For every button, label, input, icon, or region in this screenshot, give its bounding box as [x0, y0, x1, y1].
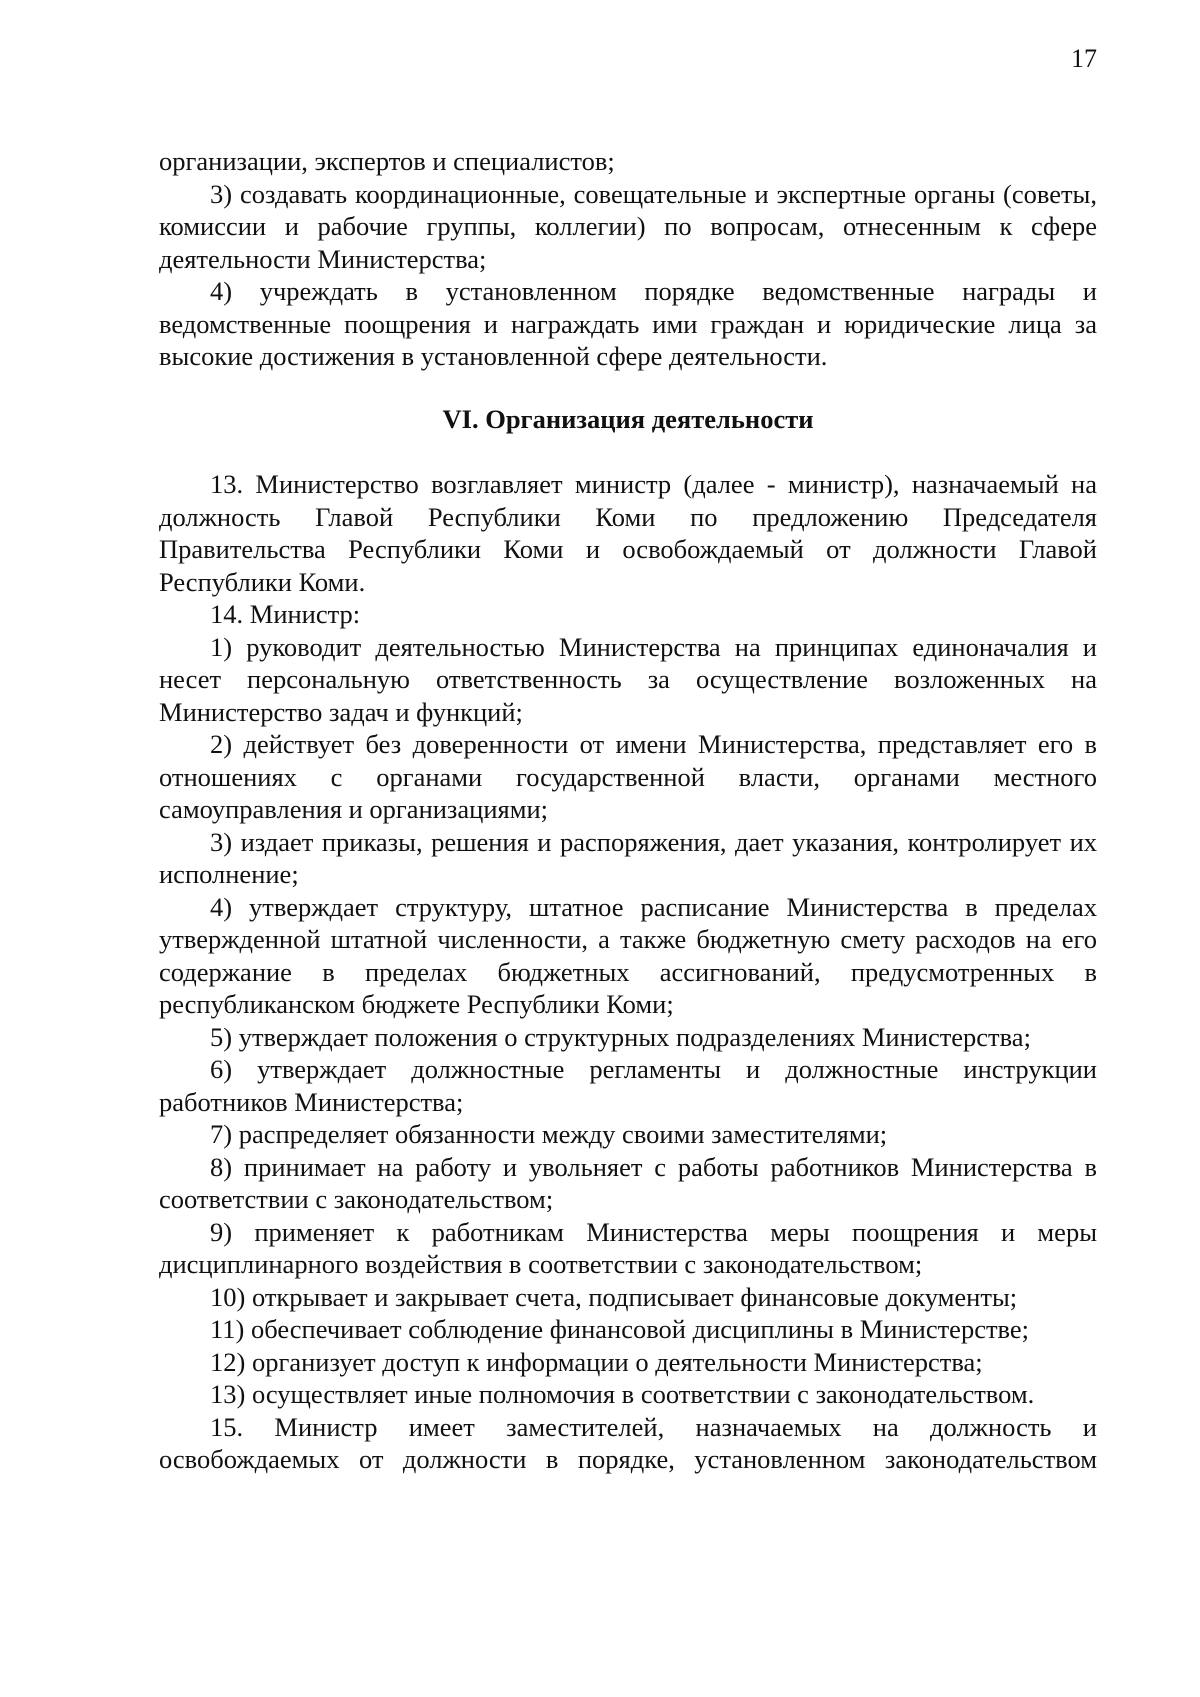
list-item-6: 6) утверждает должностные регламенты и должностные инструкции работников Министерства;	[159, 1054, 1097, 1117]
paragraph-14: 14. Министр:	[210, 599, 361, 629]
paragraph-15: 15. Министр имеет заместителей, назначаемых на должность и освобождаемых от должности в порядке, установленном законодательством	[159, 1411, 1097, 1474]
paragraph-item-4: 4) учреждать в установленном порядке ведомственные награды и ведомственные поощрения и награждать ими граждан и юридические лица за высокие достижения в установленной сфере деятельности.	[159, 276, 1097, 371]
paragraph-item-3: 3) создавать координационные, совещательные и экспертные органы (советы, комиссии и рабочие группы, коллегии) по вопросам, отнесенным к сфере деятельности Министерства;	[159, 178, 1097, 274]
list-item-9: 9) применяет к работникам Министерства меры поощрения и меры дисциплинарного воздействия в соответствии с законодательством;	[159, 1216, 1097, 1279]
page-number: 17	[1071, 44, 1097, 73]
document-body	[159, 145, 1097, 1476]
list-item-5: 5) утверждает положения о структурных подразделениях Министерства;	[210, 1021, 1031, 1052]
list-item-1: 1) руководит деятельностью Министерства на принципах единоначалия и несет персональную ответственность за осуществление возложенных на Министерство задач и функций;	[159, 631, 1097, 727]
list-item-13: 13) осуществляет иные полномочия в соответствии с законодательством.	[210, 1379, 1035, 1409]
list-item-7: 7) распределяет обязанности между своими заместителями;	[210, 1119, 888, 1149]
list-item-4: 4) утверждает структуру, штатное расписание Министерства в пределах утвержденной штатной численности, а также бюджетную смету расходов на его содержание в пределах бюджетных ассигнований, предусмотренных в республиканском бюджете Республики Коми;	[159, 891, 1097, 1019]
list-item-8: 8) принимает на работу и увольняет с работы работников Министерства в соответствии с законодательством;	[159, 1151, 1097, 1214]
list-item-3: 3) издает приказы, решения и распоряжения, дает указания, контролирует их исполнение;	[159, 826, 1097, 889]
list-item-12: 12) организует доступ к информации о деятельности Министерства;	[210, 1346, 983, 1377]
list-item-10: 10) открывает и закрывает счета, подписывает финансовые документы;	[210, 1281, 1018, 1312]
list-item-11: 11) обеспечивает соблюдение финансовой дисциплины в Министерстве;	[210, 1314, 1030, 1344]
paragraph-13: 13. Министерство возглавляет министр (далее - министр), назначаемый на должность Главой Республики Коми по предложению Председателя Правительства Республики Коми и освобождаемый от должности Главой Республики Коми.	[159, 469, 1097, 597]
list-item-2: 2) действует без доверенности от имени Министерства, представляет его в отношениях с органами государственной власти, органами местного самоуправления и организациями;	[159, 729, 1097, 824]
section-heading: VI. Организация деятельности	[442, 403, 814, 434]
paragraph-continuation: организации, экспертов и специалистов;	[159, 146, 615, 176]
